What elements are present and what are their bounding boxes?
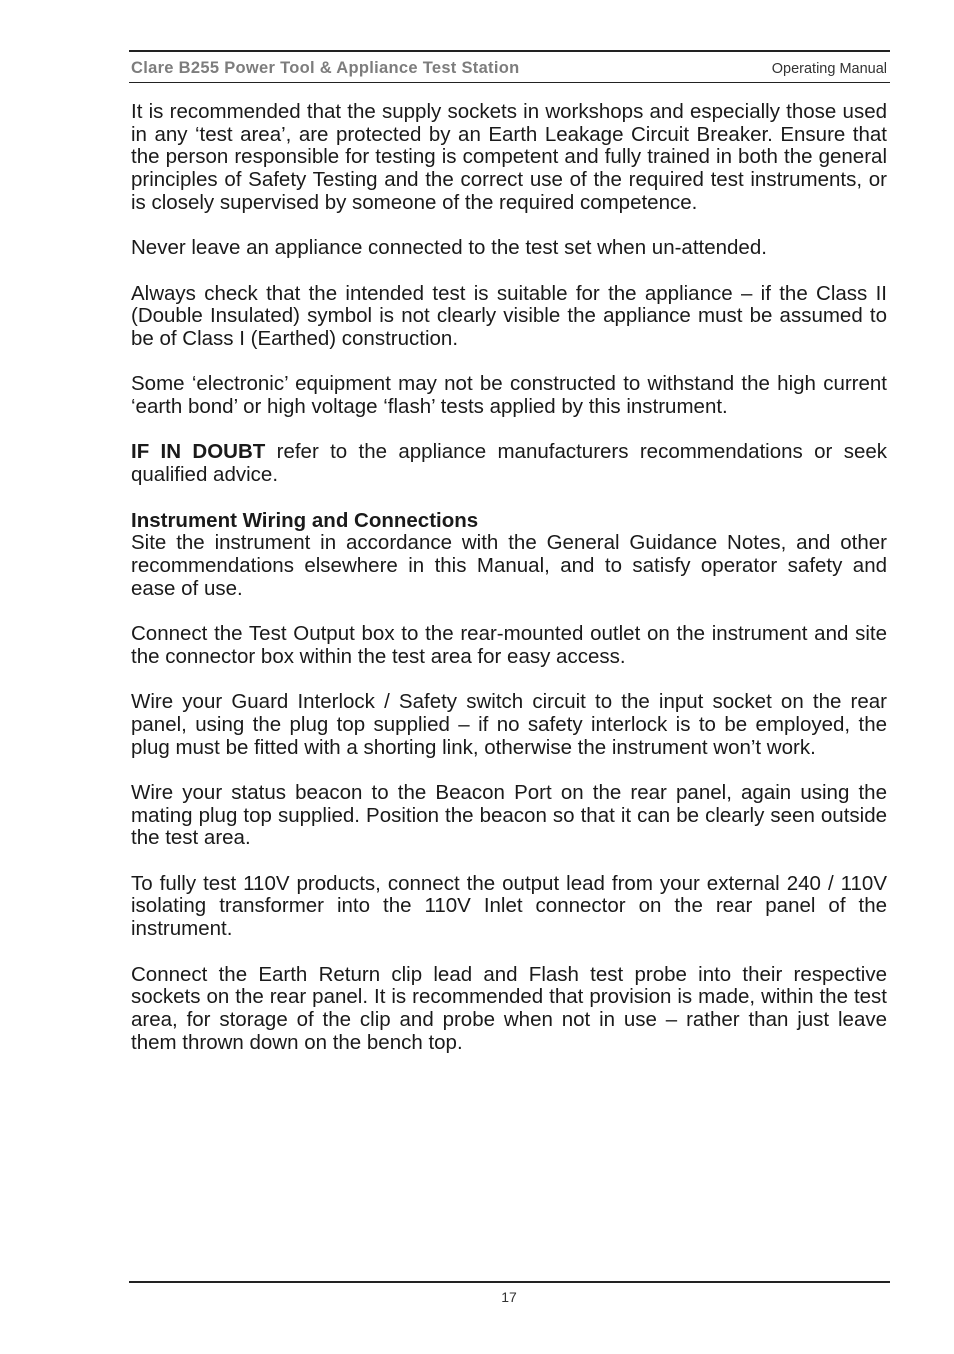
if-in-doubt-text: refer to the appliance manufacturers recommendations or seek qualified advice. — [131, 440, 887, 487]
document-body — [131, 101, 887, 1077]
paragraph-unattended: Never leave an appliance connected to the test set when un-attended. — [131, 236, 767, 260]
header-title: Clare B255 Power Tool & Appliance Test Station — [131, 59, 520, 77]
paragraph-elcb: It is recommended that the supply sockets in workshops and especially those used in any ‘test area’, are protected by an Earth Leakage Circuit Breaker. Ensure that the person responsible for testing is competent and fully trained in both the general principles of Safety Testing and the correct use of the required test instruments, or is closely supervised by someone of the required competence. — [131, 100, 887, 214]
footer-rule — [129, 1281, 890, 1283]
paragraph-test-output: Connect the Test Output box to the rear-mounted outlet on the instrument and site the connector box within the test area for easy access. — [131, 622, 887, 668]
paragraph-110v: To fully test 110V products, connect the output lead from your external 240 / 110V isolating transformer into the 110V Inlet connector on the rear panel of the instrument. — [131, 871, 887, 941]
paragraph-wiring-section — [131, 510, 887, 601]
paragraph-site-instrument: Site the instrument in accordance with the General Guidance Notes, and other recommendations elsewhere in this Manual, and to satisfy operator safety and ease of use. — [131, 531, 887, 600]
paragraph-earth-return: Connect the Earth Return clip lead and Flash test probe into their respective sockets on the rear panel. It is recommended that provision is made, within the test area, for storage of the clip and probe when not in use – rather than just leave them thrown down on the bench top. — [131, 962, 887, 1054]
header-subtitle: Operating Manual — [771, 61, 887, 77]
paragraph-if-in-doubt — [131, 441, 887, 486]
paragraph-status-beacon: Wire your status beacon to the Beacon Port on the rear panel, again using the mating plug top supplied. Position the beacon so that it can be clearly seen outside the test area. — [131, 780, 887, 850]
page-header — [129, 50, 890, 83]
section-heading: Instrument Wiring and Connections — [131, 508, 479, 532]
paragraph-class-check: Always check that the intended test is suitable for the appliance – if the Class II (Double Insulated) symbol is not clearly visible the appliance must be assumed to be of Class I (Earthed) construction. — [131, 281, 887, 350]
if-in-doubt-emphasis: IF IN DOUBT — [131, 440, 266, 464]
paragraph-electronic: Some ‘electronic’ equipment may not be constructed to withstand the high current ‘earth bond’ or high voltage ‘flash’ tests applied by this instrument. — [131, 372, 887, 419]
paragraph-guard-interlock: Wire your Guard Interlock / Safety switch circuit to the input socket on the rear panel, using the plug top supplied – if no safety interlock is to be employed, the plug must be fitted with a shorting link, otherwise the instrument won’t work. — [131, 690, 887, 759]
page-number: 17 — [501, 1289, 517, 1305]
